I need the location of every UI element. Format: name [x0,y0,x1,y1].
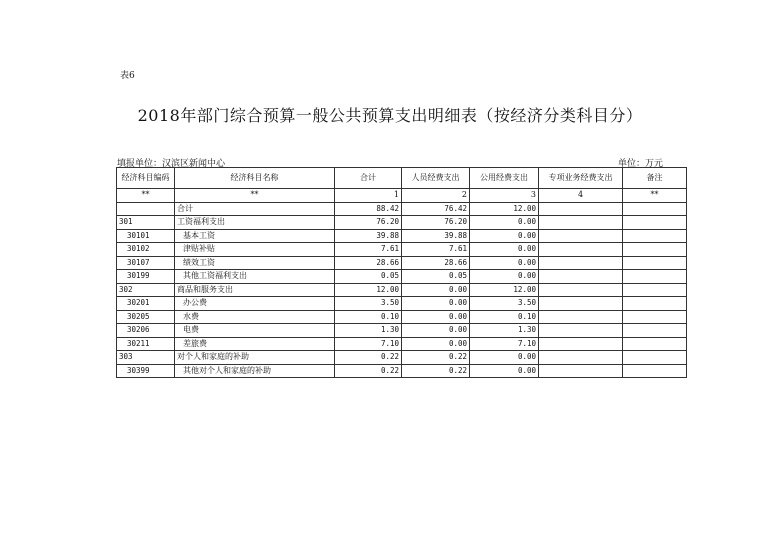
table-row [117,229,687,243]
row-public-cell: 0.00 [470,216,539,230]
row-name-cell: 差旅费 [175,337,335,351]
page-title: 2018年部门综合预算一般公共预算支出明细表（按经济分类科目分） [137,106,643,125]
row-public-cell: 7.10 [470,337,539,351]
row-total-cell: 3.50 [335,297,402,311]
row-personnel-cell: 76.42 [402,202,470,216]
table-row [117,310,687,324]
row-name-cell: 电费 [175,324,335,338]
index-cell: ** [117,189,175,203]
row-personnel-cell: 76.20 [402,216,470,230]
row-code-cell: 302 [117,283,175,297]
table-row [117,270,687,284]
row-note-cell [623,243,687,257]
index-cell: ** [175,189,335,203]
row-code-cell: 30211 [117,337,175,351]
row-special-cell [539,297,623,311]
row-note-cell [623,202,687,216]
row-code-cell [117,202,175,216]
row-note-cell [623,324,687,338]
row-code-cell: 30102 [117,243,175,257]
index-cell: 4 [539,189,623,203]
row-name-cell: 商品和服务支出 [175,283,335,297]
table-row [117,364,687,378]
table-row [117,202,687,216]
row-special-cell [539,283,623,297]
header-note: 备注 [623,168,687,189]
row-code-cell: 30206 [117,324,175,338]
row-name-cell: 合计 [175,202,335,216]
index-row [117,189,687,203]
row-total-cell: 0.10 [335,310,402,324]
row-code-cell: 303 [117,351,175,365]
row-public-cell: 0.00 [470,256,539,270]
row-personnel-cell: 0.00 [402,324,470,338]
row-public-cell: 0.00 [470,270,539,284]
row-note-cell [623,351,687,365]
row-total-cell: 7.61 [335,243,402,257]
row-special-cell [539,351,623,365]
row-personnel-cell: 0.22 [402,351,470,365]
row-code-cell: 30107 [117,256,175,270]
row-name-cell: 对个人和家庭的补助 [175,351,335,365]
table-row [117,324,687,338]
row-code-cell: 30101 [117,229,175,243]
row-public-cell: 1.30 [470,324,539,338]
table-row [117,351,687,365]
row-name-cell: 其他对个人和家庭的补助 [175,364,335,378]
row-name-cell: 基本工资 [175,229,335,243]
row-public-cell: 12.00 [470,202,539,216]
row-name-cell: 办公费 [175,297,335,311]
row-public-cell: 12.00 [470,283,539,297]
table-row [117,243,687,257]
row-personnel-cell: 0.22 [402,364,470,378]
table-number-label: 表6 [120,71,135,81]
row-note-cell [623,337,687,351]
row-name-cell: 工资福利支出 [175,216,335,230]
row-total-cell: 0.05 [335,270,402,284]
row-personnel-cell: 0.00 [402,297,470,311]
row-note-cell [623,283,687,297]
row-code-cell: 30199 [117,270,175,284]
row-personnel-cell: 0.05 [402,270,470,284]
row-code-cell: 30201 [117,297,175,311]
row-name-cell: 水费 [175,310,335,324]
row-code-cell: 30399 [117,364,175,378]
row-public-cell: 0.00 [470,364,539,378]
row-special-cell [539,216,623,230]
row-special-cell [539,202,623,216]
row-personnel-cell: 0.00 [402,337,470,351]
table-header-row [117,168,687,189]
row-personnel-cell: 7.61 [402,243,470,257]
table-row [117,337,687,351]
row-public-cell: 0.10 [470,310,539,324]
row-personnel-cell: 0.00 [402,283,470,297]
header-code: 经济科目编码 [117,168,175,189]
row-name-cell: 绩效工资 [175,256,335,270]
row-special-cell [539,256,623,270]
row-personnel-cell: 28.66 [402,256,470,270]
row-total-cell: 0.22 [335,351,402,365]
row-total-cell: 7.10 [335,337,402,351]
row-name-cell: 其他工资福利支出 [175,270,335,284]
currency-unit-label: 单位：万元 [618,159,664,169]
row-special-cell [539,270,623,284]
table-body [117,202,687,378]
row-note-cell [623,364,687,378]
row-code-cell: 30205 [117,310,175,324]
header-personnel: 人员经费支出 [402,168,470,189]
row-total-cell: 28.66 [335,256,402,270]
row-note-cell [623,229,687,243]
row-special-cell [539,337,623,351]
row-note-cell [623,256,687,270]
table-row [117,256,687,270]
row-personnel-cell: 0.00 [402,310,470,324]
row-special-cell [539,243,623,257]
row-public-cell: 0.00 [470,351,539,365]
expenditure-detail-table [116,167,687,378]
row-name-cell: 津贴补贴 [175,243,335,257]
row-note-cell [623,270,687,284]
row-personnel-cell: 39.88 [402,229,470,243]
row-public-cell: 0.00 [470,229,539,243]
row-total-cell: 0.22 [335,364,402,378]
row-total-cell: 39.88 [335,229,402,243]
row-total-cell: 12.00 [335,283,402,297]
row-total-cell: 1.30 [335,324,402,338]
row-special-cell [539,229,623,243]
index-cell: ** [623,189,687,203]
row-special-cell [539,364,623,378]
table-row [117,216,687,230]
header-special: 专项业务经费支出 [539,168,623,189]
row-note-cell [623,310,687,324]
row-note-cell [623,297,687,311]
row-total-cell: 76.20 [335,216,402,230]
table-row [117,297,687,311]
row-code-cell: 301 [117,216,175,230]
index-cell: 1 [335,189,402,203]
row-note-cell [623,216,687,230]
row-total-cell: 88.42 [335,202,402,216]
row-special-cell [539,310,623,324]
header-name: 经济科目名称 [175,168,335,189]
index-cell: 3 [470,189,539,203]
index-cell: 2 [402,189,470,203]
header-public: 公用经费支出 [470,168,539,189]
row-special-cell [539,324,623,338]
reporting-unit-label: 填报单位：汉滨区新闻中心 [117,159,226,169]
header-total: 合计 [335,168,402,189]
table-row [117,283,687,297]
row-public-cell: 0.00 [470,243,539,257]
row-public-cell: 3.50 [470,297,539,311]
